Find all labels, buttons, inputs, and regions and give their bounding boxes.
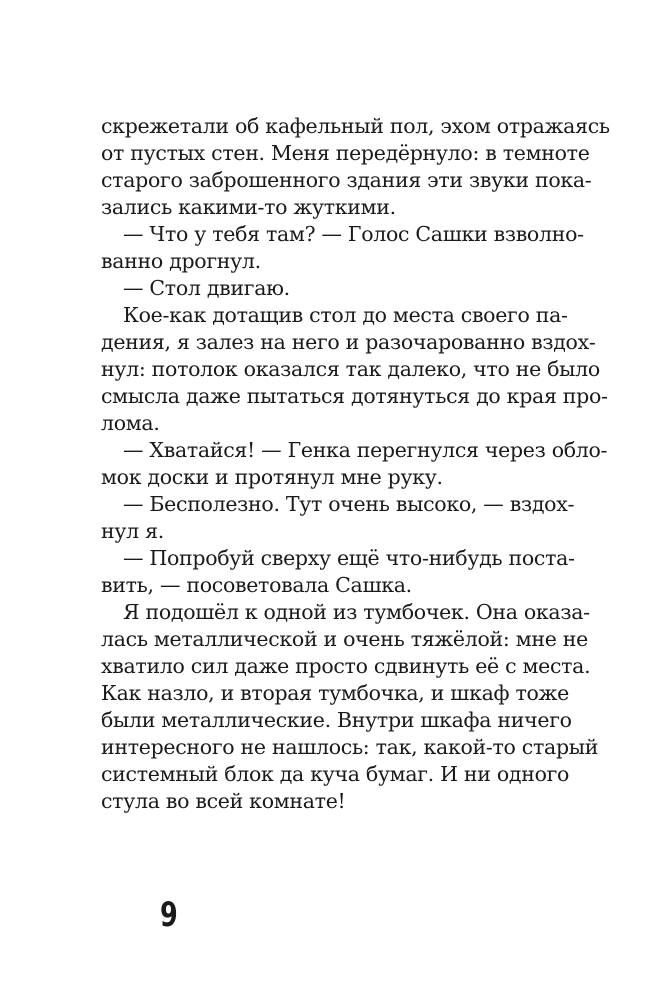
text-line: нул: потолок оказался так далеко, что не было [101, 357, 600, 381]
text-line: скрежетали об кафельный пол, эхом отражаясь [101, 114, 610, 138]
text-line: Я подошёл к одной из тумбочек. Она оказа- [123, 600, 590, 624]
text-line: ванно дрогнул. [101, 249, 261, 273]
text-line: мок доски и протянул мне руку. [101, 465, 443, 489]
text-line: системный блок да куча бумаг. И ни одного [101, 762, 570, 786]
body-text [101, 113, 610, 815]
text-line: хватило сил даже просто сдвинуть её с места. [101, 654, 591, 678]
text-line: нул я. [101, 519, 164, 543]
text-line: Кое-как дотащив стол до места своего па- [123, 303, 568, 327]
text-line: — Стол двигаю. [123, 276, 290, 300]
text-line: старого заброшенного здания эти звуки пока- [101, 168, 592, 192]
page-number: 9 [160, 895, 178, 935]
text-line: от пустых стен. Меня передёрнуло: в темноте [101, 141, 590, 165]
text-line: — Бесполезно. Тут очень высоко, — вздох- [123, 492, 575, 516]
text-line: — Попробуй сверху ещё что-нибудь поста- [123, 546, 575, 570]
text-line: лась металлической и очень тяжёлой: мне не [101, 627, 588, 651]
text-line: — Что у тебя там? — Голос Сашки взволно- [123, 222, 584, 246]
text-line: Как назло, и вторая тумбочка, и шкаф тоже [101, 681, 569, 705]
text-line: зались какими-то жуткими. [101, 195, 396, 219]
text-line: смысла даже пытаться дотянуться до края про- [101, 384, 608, 408]
text-line: интересного не нашлось: так, какой-то старый [101, 735, 599, 759]
text-line: вить, — посоветовала Сашка. [101, 573, 412, 597]
text-line: стула во всей комнате! [101, 789, 346, 813]
text-line: были металлические. Внутри шкафа ничего [101, 708, 572, 732]
text-line: дения, я залез на него и разочарованно вздох- [101, 330, 596, 354]
text-line: лома. [101, 411, 160, 435]
text-line: — Хватайся! — Генка перегнулся через обло- [123, 438, 608, 462]
